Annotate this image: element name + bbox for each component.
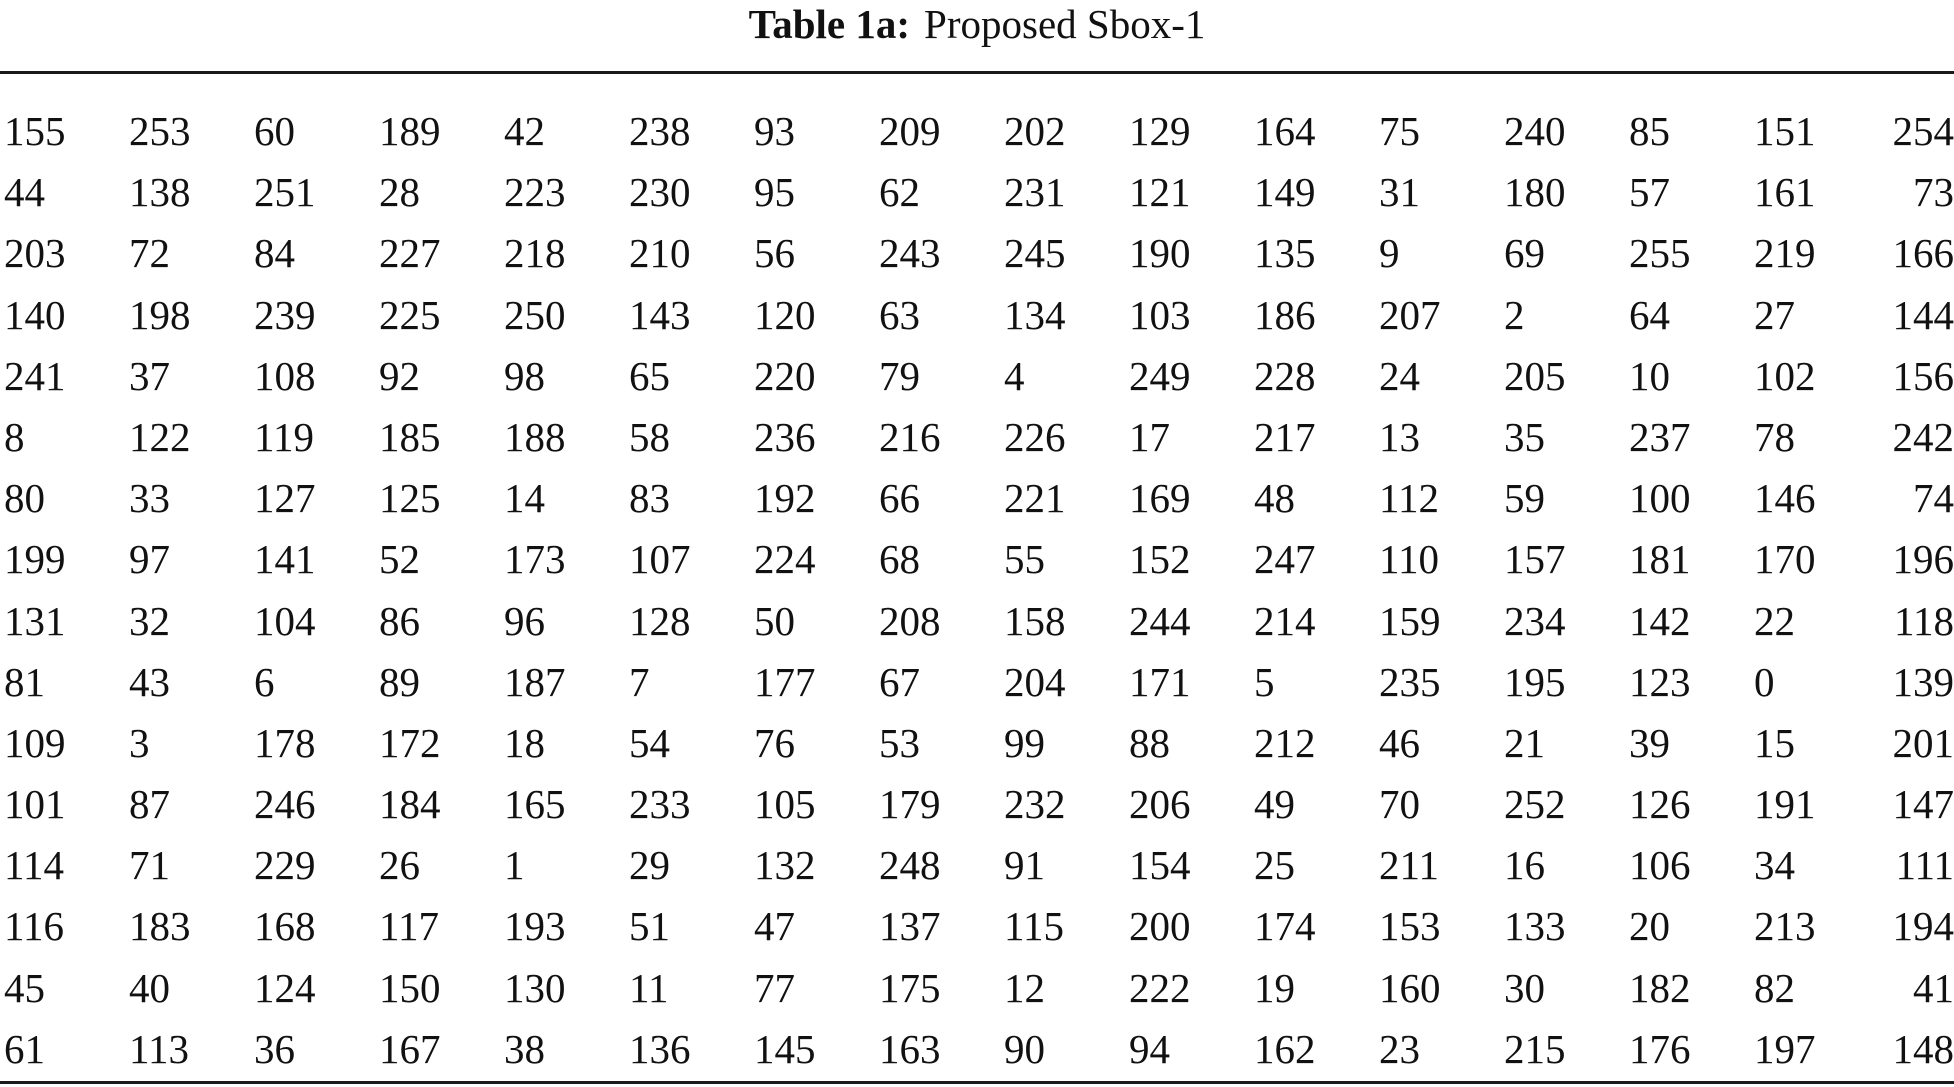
sbox-cell: 223 (504, 169, 566, 216)
sbox-cell: 154 (1129, 842, 1191, 889)
sbox-cell: 133 (1504, 903, 1566, 950)
sbox-cell: 130 (504, 964, 566, 1011)
sbox-cell: 198 (129, 291, 191, 338)
bottom-rule (0, 1081, 1954, 1084)
sbox-cell: 25 (1254, 842, 1295, 889)
sbox-cell: 230 (629, 169, 691, 216)
sbox-cell: 224 (754, 536, 816, 583)
sbox-cell: 26 (379, 842, 420, 889)
sbox-cell: 220 (754, 352, 816, 399)
sbox-cell: 156 (1892, 352, 1954, 399)
sbox-cell: 17 (1129, 413, 1170, 460)
sbox-cell: 176 (1629, 1025, 1691, 1072)
sbox-cell: 159 (1379, 597, 1441, 644)
sbox-cell: 42 (504, 108, 545, 154)
sbox-cell: 252 (1504, 781, 1566, 828)
sbox-cell: 234 (1504, 597, 1566, 644)
sbox-cell: 92 (379, 352, 420, 399)
sbox-cell: 23 (1379, 1025, 1420, 1072)
sbox-cell: 165 (504, 781, 566, 828)
sbox-cell: 144 (1892, 291, 1954, 338)
sbox-cell: 22 (1754, 597, 1795, 644)
sbox-cell: 55 (1004, 536, 1045, 583)
sbox-cell: 19 (1254, 964, 1295, 1011)
sbox-cell: 32 (129, 597, 170, 644)
sbox-cell: 136 (629, 1025, 691, 1072)
sbox-cell: 164 (1254, 108, 1316, 154)
sbox-cell: 33 (129, 475, 170, 522)
sbox-cell: 161 (1754, 169, 1816, 216)
sbox-cell: 5 (1254, 658, 1275, 705)
sbox-cell: 14 (504, 475, 545, 522)
sbox-cell: 179 (879, 781, 941, 828)
sbox-cell: 194 (1892, 903, 1954, 950)
sbox-cell: 225 (379, 291, 441, 338)
sbox-cell: 34 (1754, 842, 1795, 889)
sbox-cell: 153 (1379, 903, 1441, 950)
sbox-cell: 142 (1629, 597, 1691, 644)
sbox-cell: 247 (1254, 536, 1316, 583)
sbox-cell: 53 (879, 719, 920, 766)
sbox-cell: 118 (1894, 597, 1954, 644)
sbox-cell: 40 (129, 964, 170, 1011)
sbox-cell: 145 (754, 1025, 816, 1072)
sbox-cell: 189 (379, 108, 441, 154)
sbox-cell: 217 (1254, 413, 1316, 460)
sbox-cell: 210 (629, 230, 691, 277)
sbox-cell: 106 (1629, 842, 1691, 889)
sbox-cell: 232 (1004, 781, 1066, 828)
sbox-cell: 216 (879, 413, 941, 460)
sbox-cell: 18 (504, 719, 545, 766)
sbox-cell: 76 (754, 719, 795, 766)
sbox-cell: 128 (629, 597, 691, 644)
sbox-cell: 183 (129, 903, 191, 950)
sbox-cell: 251 (254, 169, 316, 216)
sbox-cell: 46 (1379, 719, 1420, 766)
sbox-cell: 211 (1379, 842, 1439, 889)
sbox-cell: 67 (879, 658, 920, 705)
sbox-cell: 20 (1629, 903, 1670, 950)
sbox-cell: 151 (1754, 108, 1816, 154)
sbox-cell: 219 (1754, 230, 1816, 277)
sbox-cell: 222 (1129, 964, 1191, 1011)
sbox-cell: 126 (1629, 781, 1691, 828)
sbox-cell: 85 (1629, 108, 1670, 154)
sbox-cell: 1 (504, 842, 525, 889)
sbox-cell: 207 (1379, 291, 1441, 338)
sbox-cell: 74 (1913, 475, 1954, 522)
sbox-cell: 233 (629, 781, 691, 828)
sbox-cell: 235 (1379, 658, 1441, 705)
sbox-cell: 175 (879, 964, 941, 1011)
sbox-cell: 120 (754, 291, 816, 338)
sbox-cell: 87 (129, 781, 170, 828)
sbox-cell: 117 (379, 903, 439, 950)
sbox-cell: 215 (1504, 1025, 1566, 1072)
sbox-cell: 94 (1129, 1025, 1170, 1072)
sbox-cell: 62 (879, 169, 920, 216)
sbox-cell: 248 (879, 842, 941, 889)
sbox-cell: 214 (1254, 597, 1316, 644)
sbox-cell: 163 (879, 1025, 941, 1072)
sbox-cell: 180 (1504, 169, 1566, 216)
sbox-cell: 209 (879, 108, 941, 154)
sbox-cell: 29 (629, 842, 670, 889)
sbox-cell: 86 (379, 597, 420, 644)
sbox-cell: 132 (754, 842, 816, 889)
sbox-cell: 158 (1004, 597, 1066, 644)
sbox-cell: 103 (1129, 291, 1191, 338)
sbox-cell: 171 (1129, 658, 1191, 705)
sbox-cell: 11 (629, 964, 669, 1011)
sbox-cell: 201 (1892, 719, 1954, 766)
sbox-cell: 196 (1892, 536, 1954, 583)
sbox-cell: 134 (1004, 291, 1066, 338)
sbox-cell: 186 (1254, 291, 1316, 338)
sbox-cell: 181 (1629, 536, 1691, 583)
sbox-cell: 137 (879, 903, 941, 950)
sbox-cell: 109 (4, 719, 66, 766)
sbox-cell: 125 (379, 475, 441, 522)
sbox-cell: 192 (754, 475, 816, 522)
sbox-cell: 254 (1892, 108, 1954, 154)
sbox-cell: 187 (504, 658, 566, 705)
sbox-cell: 28 (379, 169, 420, 216)
sbox-cell: 203 (4, 230, 66, 277)
sbox-cell: 170 (1754, 536, 1816, 583)
sbox-cell: 47 (754, 903, 795, 950)
sbox-cell: 155 (4, 108, 66, 154)
sbox-cell: 123 (1629, 658, 1691, 705)
sbox-cell: 102 (1754, 352, 1816, 399)
sbox-cell: 193 (504, 903, 566, 950)
sbox-cell: 212 (1254, 719, 1316, 766)
sbox-cell: 245 (1004, 230, 1066, 277)
sbox-cell: 59 (1504, 475, 1545, 522)
sbox-cell: 131 (4, 597, 66, 644)
sbox-cell: 162 (1254, 1025, 1316, 1072)
top-rule (0, 71, 1954, 74)
sbox-cell: 50 (754, 597, 795, 644)
sbox-cell: 250 (504, 291, 566, 338)
sbox-cell: 177 (754, 658, 816, 705)
sbox-cell: 166 (1892, 230, 1954, 277)
sbox-cell: 68 (879, 536, 920, 583)
sbox-cell: 208 (879, 597, 941, 644)
sbox-cell: 31 (1379, 169, 1420, 216)
sbox-cell: 199 (4, 536, 66, 583)
sbox-cell: 185 (379, 413, 441, 460)
sbox-cell: 229 (254, 842, 316, 889)
sbox-cell: 143 (629, 291, 691, 338)
sbox-cell: 9 (1379, 230, 1400, 277)
sbox-cell: 95 (754, 169, 795, 216)
sbox-cell: 57 (1629, 169, 1670, 216)
sbox-cell: 243 (879, 230, 941, 277)
sbox-cell: 112 (1379, 475, 1439, 522)
sbox-cell: 2 (1504, 291, 1525, 338)
sbox-cell: 96 (504, 597, 545, 644)
sbox-cell: 88 (1129, 719, 1170, 766)
sbox-cell: 148 (1892, 1025, 1954, 1072)
sbox-cell: 12 (1004, 964, 1045, 1011)
sbox-cell: 27 (1754, 291, 1795, 338)
sbox-cell: 52 (379, 536, 420, 583)
sbox-cell: 228 (1254, 352, 1316, 399)
sbox-cell: 79 (879, 352, 920, 399)
sbox-cell: 104 (254, 597, 316, 644)
sbox-cell: 188 (504, 413, 566, 460)
sbox-cell: 105 (754, 781, 816, 828)
sbox-cell: 174 (1254, 903, 1316, 950)
sbox-cell: 150 (379, 964, 441, 1011)
sbox-cell: 108 (254, 352, 316, 399)
sbox-cell: 147 (1892, 781, 1954, 828)
sbox-cell: 246 (254, 781, 316, 828)
sbox-cell: 169 (1129, 475, 1191, 522)
sbox-cell: 255 (1629, 230, 1691, 277)
sbox-cell: 191 (1754, 781, 1816, 828)
sbox-cell: 244 (1129, 597, 1191, 644)
sbox-cell: 206 (1129, 781, 1191, 828)
sbox-cell: 121 (1129, 169, 1191, 216)
sbox-cell: 139 (1892, 658, 1954, 705)
sbox-cell: 111 (1895, 842, 1954, 889)
sbox-cell: 70 (1379, 781, 1420, 828)
sbox-cell: 71 (129, 842, 170, 889)
sbox-cell: 221 (1004, 475, 1066, 522)
sbox-cell: 100 (1629, 475, 1691, 522)
sbox-cell: 64 (1629, 291, 1670, 338)
sbox-cell: 146 (1754, 475, 1816, 522)
sbox-cell: 114 (4, 842, 64, 889)
sbox-cell: 182 (1629, 964, 1691, 1011)
sbox-cell: 69 (1504, 230, 1545, 277)
sbox-cell: 141 (254, 536, 316, 583)
sbox-cell: 48 (1254, 475, 1295, 522)
sbox-cell: 115 (1004, 903, 1064, 950)
sbox-cell: 41 (1913, 964, 1954, 1011)
sbox-cell: 160 (1379, 964, 1441, 1011)
sbox-cell: 152 (1129, 536, 1191, 583)
sbox-cell: 237 (1629, 413, 1691, 460)
sbox-cell: 49 (1254, 781, 1295, 828)
sbox-cell: 167 (379, 1025, 441, 1072)
sbox-cell: 44 (4, 169, 45, 216)
sbox-cell: 239 (254, 291, 316, 338)
sbox-cell: 54 (629, 719, 670, 766)
sbox-cell: 231 (1004, 169, 1066, 216)
sbox-cell: 73 (1913, 169, 1954, 216)
sbox-cell: 60 (254, 108, 295, 154)
sbox-cell: 63 (879, 291, 920, 338)
sbox-cell: 61 (4, 1025, 45, 1072)
sbox-cell: 157 (1504, 536, 1566, 583)
sbox-cell: 168 (254, 903, 316, 950)
sbox-cell: 149 (1254, 169, 1316, 216)
sbox-cell: 43 (129, 658, 170, 705)
sbox-cell: 110 (1379, 536, 1439, 583)
sbox-cell: 3 (129, 719, 150, 766)
sbox-cell: 21 (1504, 719, 1545, 766)
sbox-cell: 58 (629, 413, 670, 460)
sbox-cell: 98 (504, 352, 545, 399)
sbox-cell: 101 (4, 781, 66, 828)
sbox-cell: 24 (1379, 352, 1420, 399)
sbox-cell: 204 (1004, 658, 1066, 705)
sbox-cell: 202 (1004, 108, 1066, 154)
sbox-cell: 242 (1892, 413, 1954, 460)
sbox-cell: 129 (1129, 108, 1191, 154)
sbox-cell: 80 (4, 475, 45, 522)
sbox-cell: 226 (1004, 413, 1066, 460)
sbox-cell: 227 (379, 230, 441, 277)
sbox-cell: 0 (1754, 658, 1775, 705)
sbox-cell: 15 (1754, 719, 1795, 766)
table-label: Table 1a: (748, 1, 911, 47)
sbox-cell: 38 (504, 1025, 545, 1072)
sbox-cell: 173 (504, 536, 566, 583)
table-caption (0, 0, 1954, 58)
sbox-cell: 10 (1629, 352, 1670, 399)
sbox-cell: 90 (1004, 1025, 1045, 1072)
sbox-cell: 97 (129, 536, 170, 583)
sbox-cell: 195 (1504, 658, 1566, 705)
sbox-cell: 190 (1129, 230, 1191, 277)
sbox-cell: 35 (1504, 413, 1545, 460)
sbox-cell: 238 (629, 108, 691, 154)
sbox-cell: 51 (629, 903, 670, 950)
sbox-cell: 36 (254, 1025, 295, 1072)
sbox-cell: 13 (1379, 413, 1420, 460)
sbox-cell: 65 (629, 352, 670, 399)
sbox-cell: 138 (129, 169, 191, 216)
sbox-cell: 178 (254, 719, 316, 766)
sbox-cell: 205 (1504, 352, 1566, 399)
sbox-cell: 66 (879, 475, 920, 522)
sbox-cell: 172 (379, 719, 441, 766)
sbox-cell: 77 (754, 964, 795, 1011)
table-title: Proposed Sbox-1 (924, 1, 1206, 47)
sbox-cell: 45 (4, 964, 45, 1011)
sbox-cell: 75 (1379, 108, 1420, 154)
sbox-cell: 200 (1129, 903, 1191, 950)
sbox-cell: 127 (254, 475, 316, 522)
sbox-cell: 124 (254, 964, 316, 1011)
sbox-cell: 83 (629, 475, 670, 522)
sbox-cell: 72 (129, 230, 170, 277)
sbox-cell: 113 (129, 1025, 189, 1072)
sbox-cell: 240 (1504, 108, 1566, 154)
sbox-cell: 39 (1629, 719, 1670, 766)
sbox-cell: 78 (1754, 413, 1795, 460)
sbox-table (0, 101, 1954, 1080)
sbox-cell: 249 (1129, 352, 1191, 399)
sbox-cell: 4 (1004, 352, 1025, 399)
sbox-cell: 81 (4, 658, 45, 705)
sbox-cell: 84 (254, 230, 295, 277)
sbox-cell: 107 (629, 536, 691, 583)
sbox-cell: 82 (1754, 964, 1795, 1011)
sbox-cell: 89 (379, 658, 420, 705)
sbox-cell: 218 (504, 230, 566, 277)
sbox-cell: 253 (129, 108, 191, 154)
sbox-cell: 241 (4, 352, 66, 399)
sbox-cell: 37 (129, 352, 170, 399)
sbox-cell: 116 (4, 903, 64, 950)
sbox-cell: 8 (4, 413, 25, 460)
sbox-cell: 122 (129, 413, 191, 460)
sbox-cell: 135 (1254, 230, 1316, 277)
sbox-cell: 91 (1004, 842, 1045, 889)
sbox-cell: 236 (754, 413, 816, 460)
sbox-cell: 93 (754, 108, 795, 154)
sbox-cell: 213 (1754, 903, 1816, 950)
sbox-cell: 197 (1754, 1025, 1816, 1072)
sbox-cell: 7 (629, 658, 650, 705)
sbox-cell: 99 (1004, 719, 1045, 766)
sbox-cell: 6 (254, 658, 275, 705)
sbox-cell: 119 (254, 413, 314, 460)
sbox-cell: 56 (754, 230, 795, 277)
sbox-cell: 184 (379, 781, 441, 828)
sbox-cell: 16 (1504, 842, 1545, 889)
sbox-cell: 30 (1504, 964, 1545, 1011)
sbox-cell: 140 (4, 291, 66, 338)
